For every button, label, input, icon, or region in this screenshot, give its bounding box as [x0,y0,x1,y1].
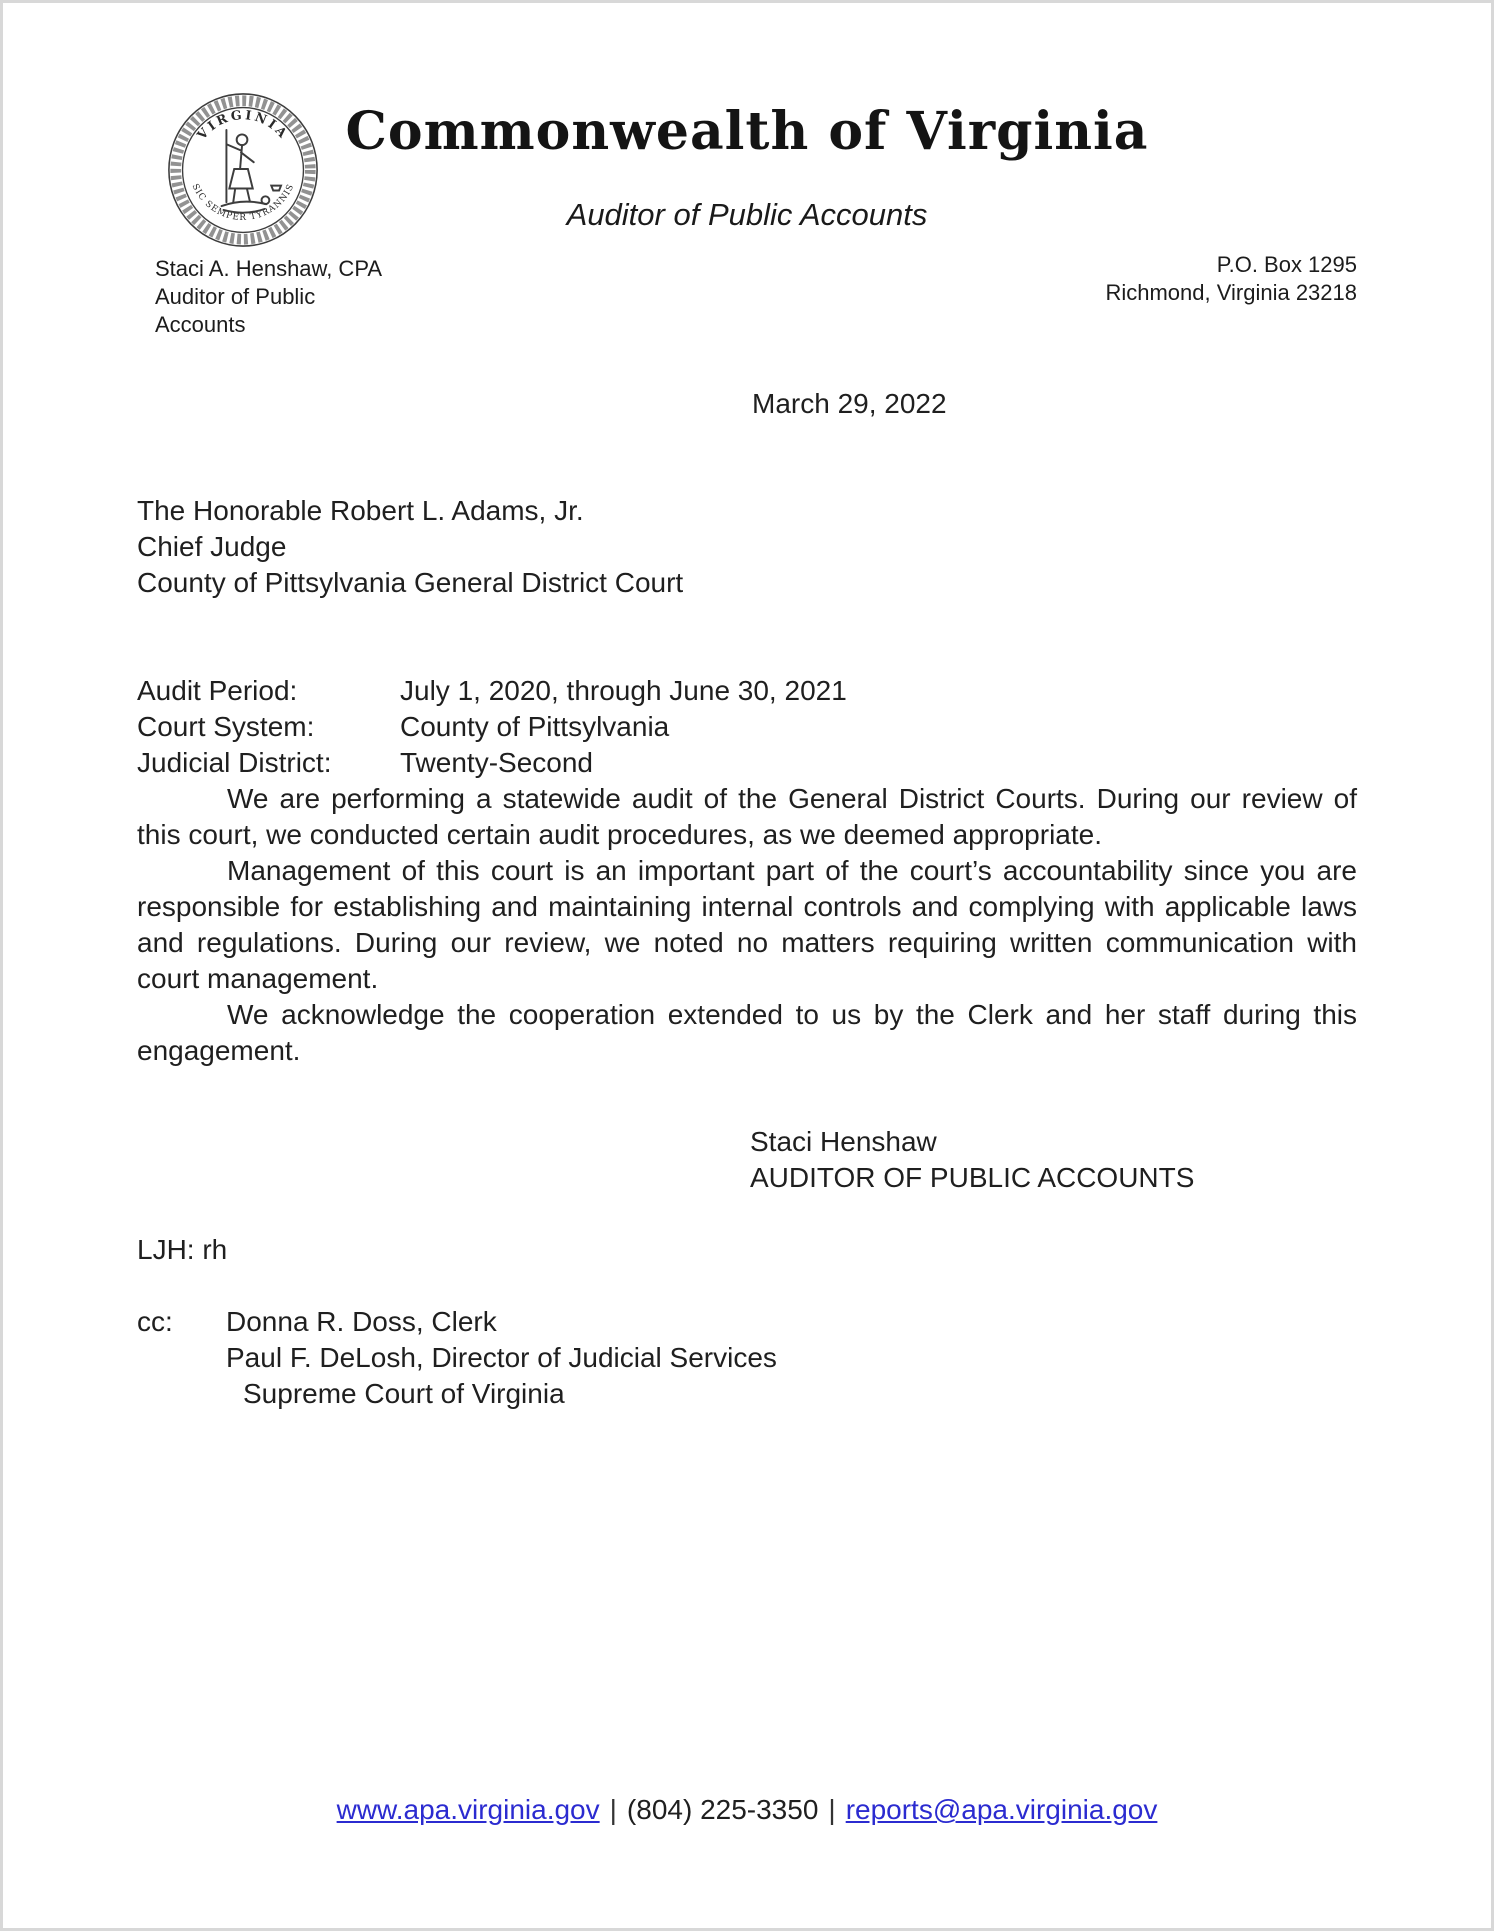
org-subtitle: Auditor of Public Accounts [566,197,928,232]
footer [3,1794,1491,1826]
auditor-contact [155,255,385,339]
paragraph-management-accountability: Management of this court is an important part of the court’s accountability since you are responsible for establishing and maintaining internal controls and complying with applicable laws and regulations. During our review, we noted no matters requiring written communication with court management. [137,855,1357,994]
judicial-district-value: Twenty-Second [400,747,593,778]
audit-period-value: July 1, 2020, through June 30, 2021 [400,675,847,706]
judicial-district-row [137,745,1357,781]
court-system-row [137,709,1357,745]
website-link[interactable]: www.apa.virginia.gov [336,1794,600,1825]
office-address [1105,251,1357,307]
org-title: Commonwealth of Virginia [345,101,1149,162]
letter-date: March 29, 2022 [752,388,947,419]
signature-name: Staci Henshaw [750,1126,937,1157]
cc-block [137,1304,1357,1412]
footer-separator-1: | [609,1794,617,1825]
audit-details [137,673,1357,781]
seal-bottom-text: SIC SEMPER TYRANNIS [189,182,297,224]
auditor-title: Auditor of Public Accounts [155,284,316,337]
cc-item-clerk: Donna R. Doss, Clerk [226,1306,497,1337]
cc-label: cc: [137,1306,173,1337]
footer-separator-2: | [828,1794,836,1825]
signature-title: AUDITOR OF PUBLIC ACCOUNTS [750,1162,1195,1193]
signature-block [137,1124,1357,1196]
email-link[interactable]: reports@apa.virginia.gov [845,1794,1158,1825]
court-system-label: Court System: [137,711,315,742]
cc-item-director: Paul F. DeLosh, Director of Judicial Services [226,1342,777,1373]
seal-top-text: VIRGINIA [193,106,293,143]
letterhead [3,3,1491,337]
auditor-name: Staci A. Henshaw, CPA [155,256,383,281]
recipient-name: The Honorable Robert L. Adams, Jr. [137,495,584,526]
recipient-block [137,493,1357,601]
reference-initials: LJH: rh [137,1234,228,1265]
paragraph-acknowledgement: We acknowledge the cooperation extended to us by the Clerk and her staff during this engagement. [137,999,1357,1066]
recipient-court: County of Pittsylvania General District Court [137,567,684,598]
recipient-title: Chief Judge [137,531,287,562]
audit-period-label: Audit Period: [137,675,298,706]
audit-period-row [137,673,1357,709]
judicial-district-label: Judicial District: [137,747,332,778]
cc-item-supreme-court: Supreme Court of Virginia [243,1378,565,1409]
paragraph-statewide-audit: We are performing a statewide audit of the General District Courts. During our review of this court, we conducted certain audit procedures, as we deemed appropriate. [137,783,1357,850]
city-state-zip-line: Richmond, Virginia 23218 [1105,280,1357,305]
phone-number: (804) 225-3350 [626,1794,819,1825]
cc-list [226,1304,777,1412]
po-box-line: P.O. Box 1295 [1216,252,1357,277]
court-system-value: County of Pittsylvania [400,711,670,742]
letter-body [3,386,1491,1412]
